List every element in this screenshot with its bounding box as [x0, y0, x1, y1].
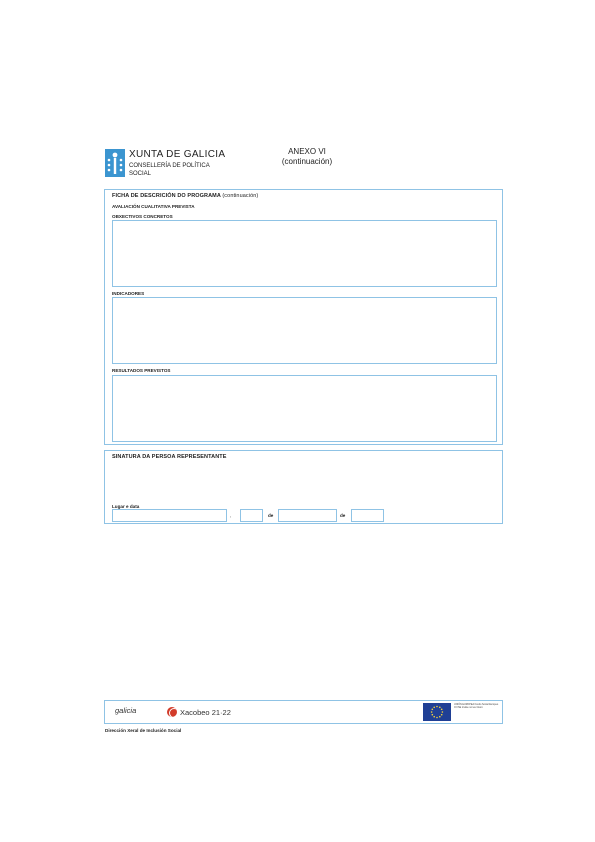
- year-input[interactable]: [351, 509, 384, 522]
- org-department: [129, 163, 239, 178]
- comma-separator: ,: [230, 513, 232, 518]
- xacobeo-logo: [167, 707, 231, 717]
- field-label-indicators: INDICADORES: [112, 291, 145, 296]
- section-title: [112, 193, 258, 199]
- expected-results-textarea[interactable]: [112, 375, 497, 442]
- month-input[interactable]: [278, 509, 337, 522]
- section-subtitle: AVALIACIÓN CUALITATIVA PREVISTA: [112, 204, 195, 209]
- galicia-logo: galicia: [115, 706, 137, 715]
- annex-heading: [272, 147, 342, 167]
- xunta-logo-icon: [105, 149, 125, 177]
- field-label-expected-results: RESULTADOS PREVISTOS: [112, 368, 171, 373]
- annex-subtitle: (continuación): [281, 157, 333, 166]
- de-label-2: de: [340, 513, 346, 518]
- de-label-1: de: [268, 513, 274, 518]
- objectives-textarea[interactable]: [112, 220, 497, 287]
- indicators-textarea[interactable]: [112, 297, 497, 364]
- org-department-line-2: SOCIAL: [129, 170, 152, 177]
- org-name: XUNTA DE GALICIA: [129, 149, 226, 160]
- eu-flag-icon: [423, 703, 451, 721]
- day-input[interactable]: [240, 509, 263, 522]
- section-title-note: (continuación): [222, 193, 259, 199]
- direction-name: Dirección Xeral de Inclusión Social: [105, 728, 182, 733]
- section-title-text: FICHA DE DESCRICIÓN DO PROGRAMA: [112, 193, 221, 199]
- field-label-objectives: OBXECTIVOS CONCRETOS: [112, 214, 173, 219]
- org-department-line-1: CONSELLERÍA DE POLÍTICA: [129, 163, 210, 169]
- annex-title: ANEXO VI: [288, 147, 326, 156]
- xacobeo-logo-text: Xacobeo 21·22: [180, 707, 231, 717]
- xacobeo-icon: [167, 707, 177, 717]
- place-date-label: Lugar e data: [112, 504, 140, 509]
- place-input[interactable]: [112, 509, 227, 522]
- eu-fund-text: UNIÓN EUROPEA Fondo Social Europeo O FSE inviste no teu futuro: [454, 703, 499, 710]
- signature-title: SINATURA DA PERSOA REPRESENTANTE: [112, 454, 227, 460]
